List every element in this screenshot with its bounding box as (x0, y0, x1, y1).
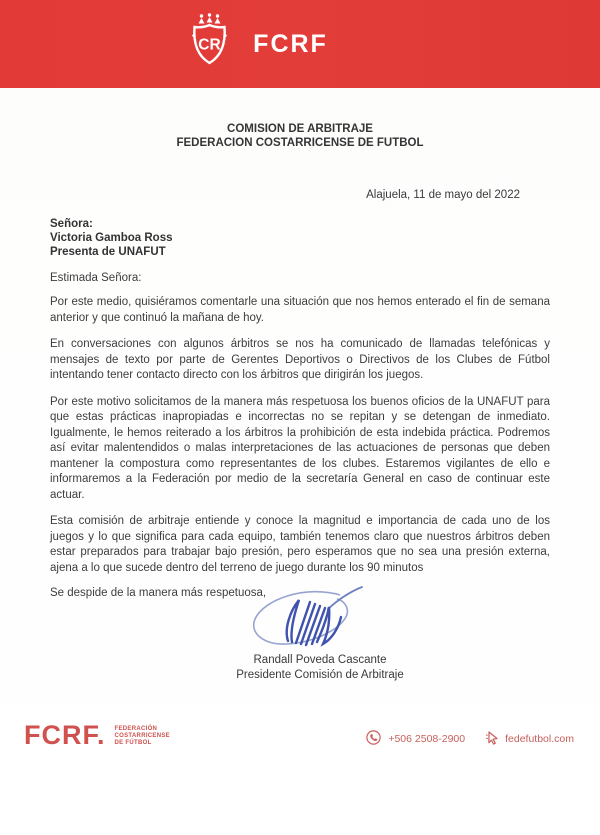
footer-website: fedefutbol.com (505, 733, 574, 745)
footer-phone: +506 2508-2900 (388, 733, 466, 745)
header-banner (0, 0, 600, 88)
cursor-click-icon (485, 731, 498, 748)
org-line-1: COMISION DE ARBITRAJE (227, 123, 373, 135)
letter-date: Alajuela, 11 de mayo del 2022 (366, 189, 520, 201)
footer-brand-wordmark: FCRF. (24, 720, 106, 750)
footer-contact-group (366, 730, 574, 748)
footer-sub-line-3: DE FÚTBOL (114, 740, 152, 746)
footer-sub-line-1: FEDERACIÓN (114, 726, 158, 732)
signer-title: Presidente Comisión de Arbitraje (236, 669, 404, 681)
recipient-role: Presenta de UNAFUT (50, 246, 166, 258)
paragraph-1: Por este medio, quisiéramos comentarle una situación que nos hemos enterado el fin de semana anterior y que continuó la mañana de hoy. (50, 296, 550, 324)
recipient-block (50, 217, 550, 259)
footer-brand-subtext (115, 726, 170, 747)
footer-brand-group (24, 722, 170, 749)
paragraph-2: En conversaciones con algunos árbitros se nos ha comunicado de llamadas telefónicas y mensajes de texto por parte de Gerentes Deportivos o Directivos de los Clubes de Fútbol intentando tener contacto directo con los árbitros que dirigirán los juegos. (50, 338, 550, 381)
phone-icon (366, 730, 381, 748)
salutation-line: Estimada Señora: (50, 272, 142, 284)
fcrf-logo-group (190, 13, 328, 76)
paragraph-3: Por este motivo solicitamos de la manera más respetuosa los buenos oficios de la UNAFUT para que estas prácticas inapropiadas e incorrectas no se repitan y se detengan de inmediato. Igualmente, le hemos reiterado a los árbitros la prohibición de esta indebida práctica. Podremos así evitar malentendidos o malas interpretaciones de las actuaciones de personas que deben mantener la compostura como representantes de los clubes. Estaremos vigilantes de ello e informaremos a la Federación por medio de la secretaría General en caso de continuar este actuar. (50, 395, 550, 501)
recipient-salutation-word: Señora: (50, 218, 93, 230)
letterhead-title (50, 122, 550, 150)
footer-sub-line-2: COSTARRICENSE (114, 733, 170, 739)
org-line-2: FEDERACION COSTARRICENSE DE FUTBOL (176, 137, 424, 149)
page-footer (0, 722, 600, 749)
paragraph-4: Esta comisión de arbitraje entiende y conoce la magnitud e importancia de cada uno de los juegos y lo que significa para cada equipo, también tenemos claro que nuestros árbitros deben estar preparados para trabajar bajo presión, pero esperamos que no sea una presión externa, ajena a lo que sucede dentro del terreno de juego durante los 90 minutos (50, 515, 550, 574)
letter-body (0, 122, 600, 683)
fcrf-shield-icon (190, 13, 229, 76)
recipient-name: Victoria Gamboa Ross (50, 232, 173, 244)
svg-text:CR: CR (198, 36, 221, 53)
closing-line: Se despide de la manera más respetuosa, (50, 587, 267, 599)
header-brand-wordmark: FCRF (253, 29, 328, 58)
signer-name: Randall Poveda Cascante (253, 654, 387, 666)
